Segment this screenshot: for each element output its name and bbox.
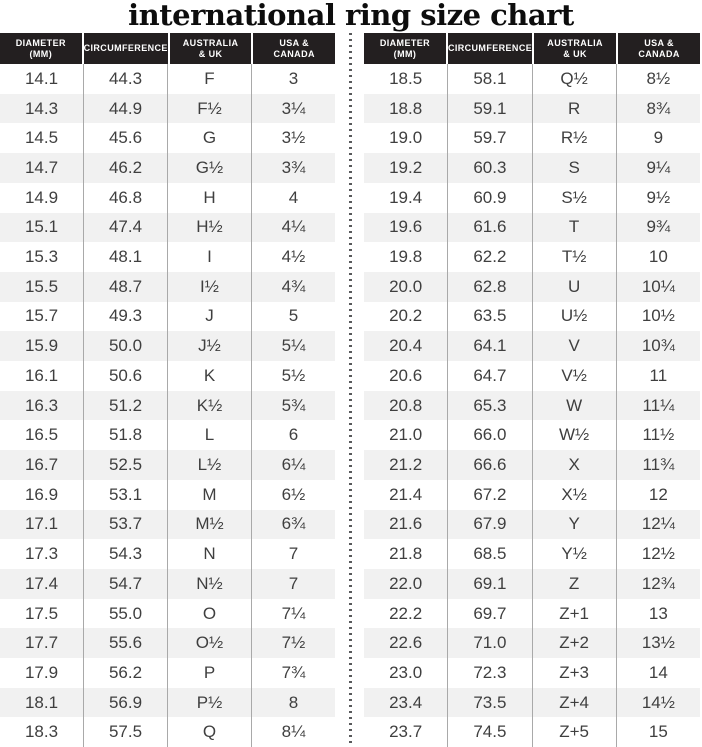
circumference-cell: 69.1 <box>447 569 531 599</box>
table-body <box>364 64 700 747</box>
circumference-cell: 66.6 <box>447 450 531 480</box>
australia-uk-cell: O <box>167 599 251 629</box>
australia-uk-cell: G <box>167 123 251 153</box>
table-row <box>364 450 700 480</box>
australia-uk-cell: Z+2 <box>532 628 616 658</box>
circumference-cell: 69.7 <box>447 599 531 629</box>
diameter-mm-cell: 20.6 <box>389 365 423 385</box>
table-row <box>0 391 335 421</box>
table-row <box>0 480 335 510</box>
usa-canada-cell: 12 <box>616 480 700 510</box>
australia-uk-cell: F½ <box>167 94 251 124</box>
australia-uk-cell: P <box>167 658 251 688</box>
table-row <box>0 569 335 599</box>
usa-canada-cell: 7¾ <box>251 658 335 688</box>
australia-uk-cell: N½ <box>167 569 251 599</box>
australia-uk-cell: X <box>532 450 616 480</box>
diameter-mm-cell: 23.7 <box>389 722 423 742</box>
usa-canada-cell: 4¾ <box>251 272 335 302</box>
circumference-cell: 44.9 <box>83 94 167 124</box>
circumference-cell: 48.7 <box>83 272 167 302</box>
circumference-cell: 51.2 <box>83 391 167 421</box>
australia-uk-cell: U <box>532 272 616 302</box>
usa-canada-cell: 5¾ <box>251 391 335 421</box>
table-row <box>0 242 335 272</box>
usa-canada-cell: 10¼ <box>616 272 700 302</box>
diameter-mm-cell: 21.2 <box>389 454 423 474</box>
column-header-australia-uk: AUSTRALIA & UK <box>170 33 252 64</box>
australia-uk-cell: Z+4 <box>532 688 616 718</box>
australia-uk-cell: M½ <box>167 510 251 540</box>
table-row <box>0 717 335 747</box>
table-row <box>364 153 700 183</box>
circumference-cell: 45.6 <box>83 123 167 153</box>
table-row <box>0 183 335 213</box>
table-row <box>0 510 335 540</box>
usa-canada-cell: 8½ <box>616 64 700 94</box>
circumference-cell: 65.3 <box>447 391 531 421</box>
diameter-mm-cell: 23.0 <box>389 662 423 682</box>
usa-canada-cell: 12¾ <box>616 569 700 599</box>
usa-canada-cell: 9¼ <box>616 153 700 183</box>
diameter-mm-cell: 22.0 <box>389 573 423 593</box>
circumference-cell: 72.3 <box>447 658 531 688</box>
usa-canada-cell: 3 <box>251 64 335 94</box>
diameter-mm-cell: 14.1 <box>24 68 59 88</box>
circumference-cell: 66.0 <box>447 420 531 450</box>
circumference-cell: 67.9 <box>447 510 531 540</box>
australia-uk-cell: H <box>167 183 251 213</box>
diameter-mm-cell: 17.7 <box>24 633 59 653</box>
usa-canada-cell: 13½ <box>616 628 700 658</box>
diameter-mm-cell: 17.5 <box>24 603 59 623</box>
australia-uk-cell: V½ <box>532 361 616 391</box>
diameter-mm-cell: 21.4 <box>389 484 423 504</box>
circumference-cell: 62.8 <box>447 272 531 302</box>
australia-uk-cell: H½ <box>167 213 251 243</box>
table-row <box>364 123 700 153</box>
table-row <box>0 450 335 480</box>
diameter-mm-cell: 19.4 <box>389 187 423 207</box>
table-row <box>0 331 335 361</box>
australia-uk-cell: G½ <box>167 153 251 183</box>
column-header-circumference: CIRCUMFERENCE <box>84 33 168 64</box>
diameter-mm-cell: 19.0 <box>389 128 423 148</box>
usa-canada-cell: 3½ <box>251 123 335 153</box>
table-header-row <box>364 33 700 64</box>
table-row <box>0 599 335 629</box>
usa-canada-cell: 4¼ <box>251 213 335 243</box>
table-row <box>0 628 335 658</box>
australia-uk-cell: W <box>532 391 616 421</box>
diameter-mm-cell: 18.8 <box>389 98 423 118</box>
usa-canada-cell: 10½ <box>616 302 700 332</box>
usa-canada-cell: 7½ <box>251 628 335 658</box>
diameter-mm-cell: 21.0 <box>389 425 423 445</box>
australia-uk-cell: I <box>167 242 251 272</box>
usa-canada-cell: 7 <box>251 539 335 569</box>
circumference-cell: 68.5 <box>447 539 531 569</box>
table-row <box>0 64 335 94</box>
australia-uk-cell: N <box>167 539 251 569</box>
australia-uk-cell: T½ <box>532 242 616 272</box>
usa-canada-cell: 4 <box>251 183 335 213</box>
australia-uk-cell: S <box>532 153 616 183</box>
table-header-row <box>0 33 335 64</box>
circumference-cell: 74.5 <box>447 717 531 747</box>
circumference-cell: 62.2 <box>447 242 531 272</box>
usa-canada-cell: 6½ <box>251 480 335 510</box>
circumference-cell: 57.5 <box>83 717 167 747</box>
australia-uk-cell: Z+1 <box>532 599 616 629</box>
circumference-cell: 59.7 <box>447 123 531 153</box>
diameter-mm-cell: 17.4 <box>24 573 59 593</box>
australia-uk-cell: R½ <box>532 123 616 153</box>
diameter-mm-cell: 19.2 <box>389 157 423 177</box>
diameter-mm-cell: 14.3 <box>24 98 59 118</box>
ring-size-table-left <box>0 33 335 747</box>
circumference-cell: 55.0 <box>83 599 167 629</box>
usa-canada-cell: 14½ <box>616 688 700 718</box>
table-row <box>364 331 700 361</box>
tables-container <box>0 33 702 747</box>
table-row <box>0 539 335 569</box>
circumference-cell: 64.1 <box>447 331 531 361</box>
table-row <box>0 688 335 718</box>
australia-uk-cell: Q <box>167 717 251 747</box>
circumference-cell: 47.4 <box>83 213 167 243</box>
table-row <box>364 658 700 688</box>
australia-uk-cell: Y½ <box>532 539 616 569</box>
circumference-cell: 60.9 <box>447 183 531 213</box>
diameter-mm-cell: 23.4 <box>389 692 423 712</box>
circumference-cell: 71.0 <box>447 628 531 658</box>
usa-canada-cell: 14 <box>616 658 700 688</box>
australia-uk-cell: P½ <box>167 688 251 718</box>
diameter-mm-cell: 21.6 <box>389 514 423 534</box>
circumference-cell: 54.3 <box>83 539 167 569</box>
australia-uk-cell: Y <box>532 510 616 540</box>
circumference-cell: 59.1 <box>447 94 531 124</box>
australia-uk-cell: X½ <box>532 480 616 510</box>
australia-uk-cell: Z+3 <box>532 658 616 688</box>
circumference-cell: 58.1 <box>447 64 531 94</box>
circumference-cell: 63.5 <box>447 302 531 332</box>
usa-canada-cell: 8¼ <box>251 717 335 747</box>
circumference-cell: 53.7 <box>83 510 167 540</box>
table-row <box>0 361 335 391</box>
circumference-cell: 53.1 <box>83 480 167 510</box>
circumference-cell: 50.0 <box>83 331 167 361</box>
table-row <box>364 64 700 94</box>
page-title: international ring size chart <box>128 0 574 32</box>
usa-canada-cell: 11¾ <box>616 450 700 480</box>
diameter-mm-cell: 18.3 <box>24 722 59 742</box>
circumference-cell: 60.3 <box>447 153 531 183</box>
table-row <box>364 688 700 718</box>
usa-canada-cell: 11½ <box>616 420 700 450</box>
usa-canada-cell: 3¾ <box>251 153 335 183</box>
table-row <box>364 391 700 421</box>
diameter-mm-cell: 15.7 <box>24 306 59 326</box>
australia-uk-cell: K½ <box>167 391 251 421</box>
diameter-mm-cell: 15.1 <box>24 217 59 237</box>
usa-canada-cell: 5 <box>251 302 335 332</box>
usa-canada-cell: 11 <box>616 361 700 391</box>
usa-canada-cell: 5½ <box>251 361 335 391</box>
circumference-cell: 48.1 <box>83 242 167 272</box>
usa-canada-cell: 7 <box>251 569 335 599</box>
australia-uk-cell: Z <box>532 569 616 599</box>
diameter-mm-cell: 16.1 <box>24 365 59 385</box>
diameter-mm-cell: 22.2 <box>389 603 423 623</box>
column-header-australia-uk: AUSTRALIA & UK <box>534 33 616 64</box>
australia-uk-cell: U½ <box>532 302 616 332</box>
diameter-mm-cell: 20.8 <box>389 395 423 415</box>
diameter-mm-cell: 20.4 <box>389 336 423 356</box>
table-row <box>364 272 700 302</box>
table-row <box>0 123 335 153</box>
australia-uk-cell: F <box>167 64 251 94</box>
australia-uk-cell: Q½ <box>532 64 616 94</box>
circumference-cell: 61.6 <box>447 213 531 243</box>
usa-canada-cell: 6¾ <box>251 510 335 540</box>
table-row <box>364 242 700 272</box>
diameter-mm-cell: 22.6 <box>389 633 423 653</box>
table-row <box>364 480 700 510</box>
usa-canada-cell: 4½ <box>251 242 335 272</box>
table-row <box>0 302 335 332</box>
usa-canada-cell: 10 <box>616 242 700 272</box>
australia-uk-cell: M <box>167 480 251 510</box>
diameter-mm-cell: 17.1 <box>24 514 59 534</box>
table-row <box>364 302 700 332</box>
australia-uk-cell: I½ <box>167 272 251 302</box>
diameter-mm-cell: 15.3 <box>24 247 59 267</box>
diameter-mm-cell: 20.0 <box>389 276 423 296</box>
table-row <box>364 420 700 450</box>
usa-canada-cell: 15 <box>616 717 700 747</box>
diameter-mm-cell: 19.8 <box>389 247 423 267</box>
circumference-cell: 55.6 <box>83 628 167 658</box>
table-row <box>364 628 700 658</box>
column-header-circumference: CIRCUMFERENCE <box>448 33 532 64</box>
usa-canada-cell: 6¼ <box>251 450 335 480</box>
circumference-cell: 67.2 <box>447 480 531 510</box>
diameter-mm-cell: 16.3 <box>24 395 59 415</box>
usa-canada-cell: 9 <box>616 123 700 153</box>
diameter-mm-cell: 14.5 <box>24 128 59 148</box>
australia-uk-cell: L <box>167 420 251 450</box>
column-header-diameter-mm: DIAMETER (MM) <box>364 33 446 64</box>
table-row <box>364 569 700 599</box>
circumference-cell: 56.9 <box>83 688 167 718</box>
circumference-cell: 64.7 <box>447 361 531 391</box>
circumference-cell: 73.5 <box>447 688 531 718</box>
usa-canada-cell: 13 <box>616 599 700 629</box>
usa-canada-cell: 5¼ <box>251 331 335 361</box>
usa-canada-cell: 12¼ <box>616 510 700 540</box>
table-row <box>0 213 335 243</box>
australia-uk-cell: J½ <box>167 331 251 361</box>
diameter-mm-cell: 16.7 <box>24 454 59 474</box>
diameter-mm-cell: 18.5 <box>389 68 423 88</box>
australia-uk-cell: J <box>167 302 251 332</box>
table-row <box>0 153 335 183</box>
diameter-mm-cell: 16.9 <box>24 484 59 504</box>
circumference-cell: 49.3 <box>83 302 167 332</box>
diameter-mm-cell: 19.6 <box>389 217 423 237</box>
usa-canada-cell: 3¼ <box>251 94 335 124</box>
circumference-cell: 46.8 <box>83 183 167 213</box>
usa-canada-cell: 11¼ <box>616 391 700 421</box>
spacer <box>335 33 349 747</box>
column-header-diameter-mm: DIAMETER (MM) <box>0 33 82 64</box>
australia-uk-cell: S½ <box>532 183 616 213</box>
table-row <box>364 183 700 213</box>
diameter-mm-cell: 20.2 <box>389 306 423 326</box>
table-row <box>364 361 700 391</box>
usa-canada-cell: 10¾ <box>616 331 700 361</box>
circumference-cell: 51.8 <box>83 420 167 450</box>
australia-uk-cell: T <box>532 213 616 243</box>
circumference-cell: 50.6 <box>83 361 167 391</box>
usa-canada-cell: 9¾ <box>616 213 700 243</box>
table-row <box>0 658 335 688</box>
usa-canada-cell: 7¼ <box>251 599 335 629</box>
table-row <box>364 213 700 243</box>
diameter-mm-cell: 14.7 <box>24 157 59 177</box>
circumference-cell: 52.5 <box>83 450 167 480</box>
australia-uk-cell: K <box>167 361 251 391</box>
diameter-mm-cell: 14.9 <box>24 187 59 207</box>
usa-canada-cell: 12½ <box>616 539 700 569</box>
table-row <box>0 420 335 450</box>
australia-uk-cell: V <box>532 331 616 361</box>
ring-size-table-right <box>364 33 700 747</box>
australia-uk-cell: Z+5 <box>532 717 616 747</box>
usa-canada-cell: 6 <box>251 420 335 450</box>
table-row <box>364 94 700 124</box>
table-row <box>364 599 700 629</box>
circumference-cell: 56.2 <box>83 658 167 688</box>
circumference-cell: 54.7 <box>83 569 167 599</box>
usa-canada-cell: 8¾ <box>616 94 700 124</box>
circumference-cell: 46.2 <box>83 153 167 183</box>
australia-uk-cell: O½ <box>167 628 251 658</box>
usa-canada-cell: 9½ <box>616 183 700 213</box>
table-row <box>0 272 335 302</box>
diameter-mm-cell: 17.3 <box>24 544 59 564</box>
table-row <box>364 717 700 747</box>
circumference-cell: 44.3 <box>83 64 167 94</box>
diameter-mm-cell: 15.9 <box>24 336 59 356</box>
diameter-mm-cell: 15.5 <box>24 276 59 296</box>
table-row <box>0 94 335 124</box>
diameter-mm-cell: 18.1 <box>24 692 59 712</box>
australia-uk-cell: R <box>532 94 616 124</box>
diameter-mm-cell: 17.9 <box>24 662 59 682</box>
column-header-usa-canada: USA & CANADA <box>253 33 335 64</box>
diameter-mm-cell: 16.5 <box>24 425 59 445</box>
column-header-usa-canada: USA & CANADA <box>618 33 700 64</box>
table-row <box>364 539 700 569</box>
diameter-mm-cell: 21.8 <box>389 544 423 564</box>
table-body <box>0 64 335 747</box>
spacer <box>352 33 364 747</box>
australia-uk-cell: L½ <box>167 450 251 480</box>
australia-uk-cell: W½ <box>532 420 616 450</box>
usa-canada-cell: 8 <box>251 688 335 718</box>
table-row <box>364 510 700 540</box>
